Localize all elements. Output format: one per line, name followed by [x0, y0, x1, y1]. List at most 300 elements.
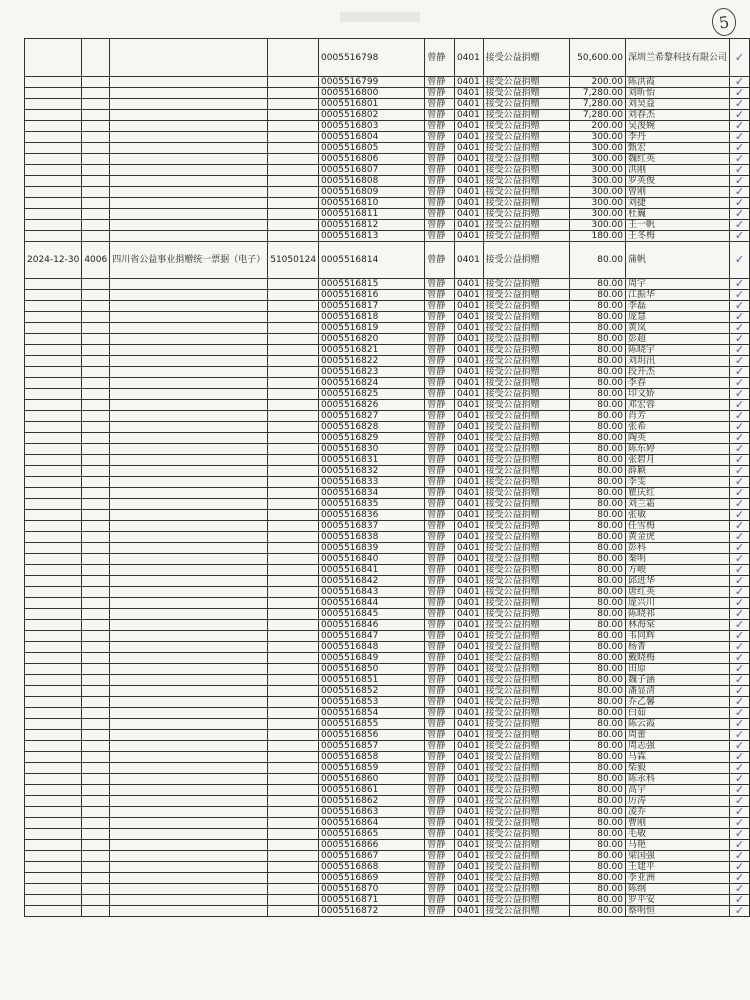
- document-code-cell: [268, 554, 319, 565]
- table-row: [25, 356, 750, 367]
- amount-cell: 80.00: [569, 829, 625, 840]
- receipt-number-cell: 0005516810: [319, 198, 425, 209]
- summary-cell: 接受公益捐赠: [483, 187, 569, 198]
- check-mark-icon: ✓: [730, 719, 750, 730]
- amount-cell: 7,280.00: [569, 99, 625, 110]
- receipt-number-cell: 0005516871: [319, 895, 425, 906]
- date-cell: [25, 708, 82, 719]
- summary-cell: 接受公益捐赠: [483, 840, 569, 851]
- date-cell: [25, 906, 82, 917]
- donor-cell: 秦明: [625, 554, 729, 565]
- table-row: [25, 143, 750, 154]
- summary-cell: 接受公益捐赠: [483, 642, 569, 653]
- date-cell: [25, 543, 82, 554]
- table-row: [25, 367, 750, 378]
- handler-cell: 曾静: [425, 455, 455, 466]
- date-cell: [25, 796, 82, 807]
- document-type-cell: [110, 686, 268, 697]
- summary-cell: 接受公益捐赠: [483, 829, 569, 840]
- date-cell: [25, 231, 82, 242]
- date-cell: [25, 39, 82, 77]
- document-type-cell: [110, 290, 268, 301]
- account-code-cell: 0401: [454, 543, 483, 554]
- account-code-cell: 0401: [454, 132, 483, 143]
- account-code-cell: 0401: [454, 763, 483, 774]
- amount-cell: 80.00: [569, 631, 625, 642]
- summary-cell: 接受公益捐赠: [483, 587, 569, 598]
- table-row: [25, 763, 750, 774]
- document-type-cell: [110, 631, 268, 642]
- document-type-cell: [110, 565, 268, 576]
- handler-cell: 曾静: [425, 840, 455, 851]
- donor-cell: 梁国强: [625, 851, 729, 862]
- date-cell: [25, 290, 82, 301]
- check-mark-icon: ✓: [730, 132, 750, 143]
- code-cell: [82, 620, 110, 631]
- account-code-cell: 0401: [454, 510, 483, 521]
- amount-cell: 80.00: [569, 807, 625, 818]
- code-cell: [82, 422, 110, 433]
- amount-cell: 80.00: [569, 752, 625, 763]
- document-type-cell: [110, 488, 268, 499]
- check-mark-icon: ✓: [730, 543, 750, 554]
- document-code-cell: [268, 598, 319, 609]
- summary-cell: 接受公益捐赠: [483, 796, 569, 807]
- receipt-number-cell: 0005516820: [319, 334, 425, 345]
- check-mark-icon: ✓: [730, 752, 750, 763]
- account-code-cell: 0401: [454, 477, 483, 488]
- code-cell: [82, 378, 110, 389]
- summary-cell: 接受公益捐赠: [483, 209, 569, 220]
- amount-cell: 80.00: [569, 884, 625, 895]
- summary-cell: 接受公益捐赠: [483, 576, 569, 587]
- table-row: [25, 521, 750, 532]
- handler-cell: 曾静: [425, 862, 455, 873]
- code-cell: [82, 785, 110, 796]
- receipt-number-cell: 0005516811: [319, 209, 425, 220]
- code-cell: [82, 543, 110, 554]
- donor-cell: 刘兰霜: [625, 499, 729, 510]
- summary-cell: 接受公益捐赠: [483, 378, 569, 389]
- code-cell: [82, 697, 110, 708]
- amount-cell: 80.00: [569, 774, 625, 785]
- document-code-cell: [268, 521, 319, 532]
- date-cell: [25, 532, 82, 543]
- document-type-cell: [110, 796, 268, 807]
- donor-cell: 曹刚: [625, 818, 729, 829]
- date-cell: [25, 499, 82, 510]
- receipt-number-cell: 0005516863: [319, 807, 425, 818]
- amount-cell: 300.00: [569, 209, 625, 220]
- donor-cell: 张碧月: [625, 455, 729, 466]
- document-code-cell: [268, 477, 319, 488]
- table-row: [25, 209, 750, 220]
- document-type-cell: [110, 609, 268, 620]
- code-cell: [82, 565, 110, 576]
- donor-cell: 凌乔: [625, 807, 729, 818]
- handler-cell: 曾静: [425, 752, 455, 763]
- date-cell: [25, 554, 82, 565]
- document-type-cell: [110, 433, 268, 444]
- donor-cell: 王建平: [625, 862, 729, 873]
- receipt-number-cell: 0005516859: [319, 763, 425, 774]
- table-row: [25, 631, 750, 642]
- account-code-cell: 0401: [454, 499, 483, 510]
- code-cell: [82, 198, 110, 209]
- receipt-number-cell: 0005516828: [319, 422, 425, 433]
- document-type-cell: [110, 121, 268, 132]
- document-type-cell: [110, 807, 268, 818]
- handler-cell: 曾静: [425, 209, 455, 220]
- amount-cell: 80.00: [569, 862, 625, 873]
- summary-cell: 接受公益捐赠: [483, 477, 569, 488]
- check-mark-icon: ✓: [730, 110, 750, 121]
- summary-cell: 接受公益捐赠: [483, 312, 569, 323]
- donor-cell: 邱进华: [625, 576, 729, 587]
- check-mark-icon: ✓: [730, 39, 750, 77]
- handler-cell: 曾静: [425, 565, 455, 576]
- table-row: [25, 609, 750, 620]
- account-code-cell: 0401: [454, 231, 483, 242]
- receipt-number-cell: 0005516833: [319, 477, 425, 488]
- receipt-number-cell: 0005516862: [319, 796, 425, 807]
- donor-cell: 张敏: [625, 510, 729, 521]
- document-code-cell: [268, 532, 319, 543]
- table-row: [25, 290, 750, 301]
- handler-cell: 曾静: [425, 356, 455, 367]
- document-type-cell: [110, 323, 268, 334]
- document-code-cell: [268, 198, 319, 209]
- document-code-cell: [268, 444, 319, 455]
- donor-cell: 黄金虎: [625, 532, 729, 543]
- document-code-cell: [268, 312, 319, 323]
- document-code-cell: [268, 840, 319, 851]
- document-code-cell: [268, 829, 319, 840]
- date-cell: [25, 851, 82, 862]
- amount-cell: 80.00: [569, 576, 625, 587]
- account-code-cell: 0401: [454, 565, 483, 576]
- account-code-cell: 0401: [454, 444, 483, 455]
- check-mark-icon: ✓: [730, 242, 750, 279]
- date-cell: [25, 77, 82, 88]
- account-code-cell: 0401: [454, 209, 483, 220]
- amount-cell: 80.00: [569, 906, 625, 917]
- code-cell: [82, 187, 110, 198]
- document-code-cell: [268, 565, 319, 576]
- account-code-cell: 0401: [454, 521, 483, 532]
- account-code-cell: 0401: [454, 334, 483, 345]
- table-row: [25, 499, 750, 510]
- document-code-cell: [268, 730, 319, 741]
- document-code-cell: [268, 807, 319, 818]
- receipt-number-cell: 0005516836: [319, 510, 425, 521]
- summary-cell: 接受公益捐赠: [483, 220, 569, 231]
- summary-cell: 接受公益捐赠: [483, 521, 569, 532]
- donor-cell: 蒲帆: [625, 242, 729, 279]
- table-row: [25, 752, 750, 763]
- check-mark-icon: ✓: [730, 774, 750, 785]
- date-cell: [25, 279, 82, 290]
- donor-cell: 田原: [625, 664, 729, 675]
- table-row: [25, 785, 750, 796]
- account-code-cell: 0401: [454, 121, 483, 132]
- check-mark-icon: ✓: [730, 862, 750, 873]
- handler-cell: 曾静: [425, 675, 455, 686]
- code-cell: [82, 884, 110, 895]
- date-cell: [25, 840, 82, 851]
- code-cell: [82, 895, 110, 906]
- table-row: [25, 187, 750, 198]
- date-cell: [25, 785, 82, 796]
- summary-cell: 接受公益捐赠: [483, 532, 569, 543]
- document-code-cell: [268, 895, 319, 906]
- table-row: [25, 110, 750, 121]
- date-cell: [25, 642, 82, 653]
- document-type-cell: [110, 840, 268, 851]
- date-cell: [25, 345, 82, 356]
- document-type-cell: [110, 521, 268, 532]
- document-code-cell: [268, 378, 319, 389]
- date-cell: [25, 220, 82, 231]
- document-type-cell: [110, 165, 268, 176]
- amount-cell: 80.00: [569, 664, 625, 675]
- document-code-cell: [268, 719, 319, 730]
- handler-cell: 曾静: [425, 389, 455, 400]
- receipt-number-cell: 0005516818: [319, 312, 425, 323]
- handler-cell: 曾静: [425, 345, 455, 356]
- document-code-cell: [268, 323, 319, 334]
- code-cell: [82, 444, 110, 455]
- handler-cell: 曾静: [425, 620, 455, 631]
- donor-cell: 戴晓梅: [625, 653, 729, 664]
- handler-cell: 曾静: [425, 741, 455, 752]
- summary-cell: 接受公益捐赠: [483, 231, 569, 242]
- handler-cell: 曾静: [425, 176, 455, 187]
- donor-cell: 陈纲: [625, 884, 729, 895]
- summary-cell: 接受公益捐赠: [483, 884, 569, 895]
- check-mark-icon: ✓: [730, 389, 750, 400]
- document-code-cell: [268, 785, 319, 796]
- document-code-cell: [268, 906, 319, 917]
- document-code-cell: [268, 187, 319, 198]
- amount-cell: 80.00: [569, 686, 625, 697]
- document-type-cell: [110, 829, 268, 840]
- donor-cell: 柴毅: [625, 763, 729, 774]
- document-code-cell: [268, 675, 319, 686]
- amount-cell: 300.00: [569, 187, 625, 198]
- receipt-number-cell: 0005516806: [319, 154, 425, 165]
- donor-cell: 周蕾: [625, 730, 729, 741]
- document-type-cell: [110, 763, 268, 774]
- check-mark-icon: ✓: [730, 477, 750, 488]
- document-type-cell: [110, 818, 268, 829]
- document-type-cell: [110, 752, 268, 763]
- amount-cell: 80.00: [569, 873, 625, 884]
- account-code-cell: 0401: [454, 367, 483, 378]
- handler-cell: 曾静: [425, 242, 455, 279]
- code-cell: [82, 88, 110, 99]
- account-code-cell: 0401: [454, 466, 483, 477]
- date-cell: [25, 444, 82, 455]
- handler-cell: 曾静: [425, 510, 455, 521]
- table-row: [25, 774, 750, 785]
- summary-cell: 接受公益捐赠: [483, 895, 569, 906]
- account-code-cell: 0401: [454, 176, 483, 187]
- amount-cell: 80.00: [569, 242, 625, 279]
- handler-cell: 曾静: [425, 143, 455, 154]
- document-type-cell: [110, 554, 268, 565]
- summary-cell: 接受公益捐赠: [483, 774, 569, 785]
- document-type-cell: [110, 620, 268, 631]
- document-type-cell: [110, 88, 268, 99]
- document-type-cell: [110, 873, 268, 884]
- receipt-number-cell: 0005516851: [319, 675, 425, 686]
- summary-cell: 接受公益捐赠: [483, 444, 569, 455]
- handler-cell: 曾静: [425, 198, 455, 209]
- document-code-cell: [268, 466, 319, 477]
- handler-cell: 曾静: [425, 818, 455, 829]
- summary-cell: 接受公益捐赠: [483, 334, 569, 345]
- code-cell: [82, 510, 110, 521]
- receipt-number-cell: 0005516817: [319, 301, 425, 312]
- account-code-cell: 0401: [454, 422, 483, 433]
- account-code-cell: 0401: [454, 39, 483, 77]
- check-mark-icon: ✓: [730, 121, 750, 132]
- check-mark-icon: ✓: [730, 598, 750, 609]
- handler-cell: 曾静: [425, 422, 455, 433]
- receipt-number-cell: 0005516870: [319, 884, 425, 895]
- amount-cell: 80.00: [569, 367, 625, 378]
- summary-cell: 接受公益捐赠: [483, 323, 569, 334]
- check-mark-icon: ✓: [730, 444, 750, 455]
- code-cell: [82, 763, 110, 774]
- code-cell: [82, 312, 110, 323]
- receipt-number-cell: 0005516857: [319, 741, 425, 752]
- receipt-number-cell: 0005516824: [319, 378, 425, 389]
- date-cell: [25, 433, 82, 444]
- date-cell: [25, 143, 82, 154]
- summary-cell: 接受公益捐赠: [483, 708, 569, 719]
- receipt-number-cell: 0005516843: [319, 587, 425, 598]
- document-code-cell: [268, 499, 319, 510]
- donor-cell: 刘玥汛: [625, 356, 729, 367]
- date-cell: [25, 598, 82, 609]
- table-row: [25, 389, 750, 400]
- table-row: [25, 807, 750, 818]
- amount-cell: 80.00: [569, 466, 625, 477]
- table-row: [25, 730, 750, 741]
- donor-cell: 彭科: [625, 543, 729, 554]
- table-row: [25, 884, 750, 895]
- document-code-cell: [268, 279, 319, 290]
- date-cell: [25, 895, 82, 906]
- table-row: [25, 829, 750, 840]
- donor-cell: 肖芳: [625, 411, 729, 422]
- table-row: [25, 99, 750, 110]
- donor-cell: 陈云霞: [625, 719, 729, 730]
- amount-cell: 200.00: [569, 121, 625, 132]
- handler-cell: 曾静: [425, 554, 455, 565]
- code-cell: [82, 499, 110, 510]
- table-row: [25, 796, 750, 807]
- amount-cell: 200.00: [569, 77, 625, 88]
- receipt-number-cell: 0005516837: [319, 521, 425, 532]
- handler-cell: 曾静: [425, 39, 455, 77]
- code-cell: [82, 389, 110, 400]
- table-row: [25, 88, 750, 99]
- handler-cell: 曾静: [425, 708, 455, 719]
- handler-cell: 曾静: [425, 697, 455, 708]
- date-cell: [25, 378, 82, 389]
- document-code-cell: [268, 873, 319, 884]
- account-code-cell: 0401: [454, 719, 483, 730]
- receipt-number-cell: 0005516867: [319, 851, 425, 862]
- document-code-cell: [268, 121, 319, 132]
- scan-smudge: [340, 12, 420, 22]
- code-cell: [82, 587, 110, 598]
- summary-cell: 接受公益捐赠: [483, 807, 569, 818]
- receipt-number-cell: 0005516829: [319, 433, 425, 444]
- date-cell: [25, 132, 82, 143]
- account-code-cell: 0401: [454, 220, 483, 231]
- account-code-cell: 0401: [454, 829, 483, 840]
- date-cell: [25, 334, 82, 345]
- table-row: [25, 686, 750, 697]
- code-cell: [82, 664, 110, 675]
- summary-cell: 接受公益捐赠: [483, 631, 569, 642]
- check-mark-icon: ✓: [730, 88, 750, 99]
- amount-cell: 80.00: [569, 444, 625, 455]
- summary-cell: 接受公益捐赠: [483, 851, 569, 862]
- check-mark-icon: ✓: [730, 99, 750, 110]
- handler-cell: 曾静: [425, 763, 455, 774]
- check-mark-icon: ✓: [730, 807, 750, 818]
- check-mark-icon: ✓: [730, 653, 750, 664]
- table-row: [25, 873, 750, 884]
- handler-cell: 曾静: [425, 499, 455, 510]
- document-code-cell: [268, 367, 319, 378]
- date-cell: [25, 176, 82, 187]
- amount-cell: 80.00: [569, 741, 625, 752]
- summary-cell: 接受公益捐赠: [483, 411, 569, 422]
- date-cell: [25, 389, 82, 400]
- document-code-cell: [268, 334, 319, 345]
- handler-cell: 曾静: [425, 187, 455, 198]
- table-row: [25, 444, 750, 455]
- amount-cell: 80.00: [569, 389, 625, 400]
- summary-cell: 接受公益捐赠: [483, 752, 569, 763]
- receipt-number-cell: 0005516866: [319, 840, 425, 851]
- check-mark-icon: ✓: [730, 165, 750, 176]
- amount-cell: 80.00: [569, 763, 625, 774]
- donor-cell: 庞兴川: [625, 598, 729, 609]
- check-mark-icon: ✓: [730, 730, 750, 741]
- document-code-cell: [268, 631, 319, 642]
- date-cell: [25, 367, 82, 378]
- account-code-cell: 0401: [454, 77, 483, 88]
- account-code-cell: 0401: [454, 554, 483, 565]
- receipt-number-cell: 0005516799: [319, 77, 425, 88]
- amount-cell: 80.00: [569, 345, 625, 356]
- table-row: [25, 708, 750, 719]
- code-cell: [82, 301, 110, 312]
- document-code-cell: [268, 488, 319, 499]
- summary-cell: 接受公益捐赠: [483, 356, 569, 367]
- code-cell: [82, 862, 110, 873]
- handler-cell: 曾静: [425, 730, 455, 741]
- date-cell: [25, 455, 82, 466]
- handler-cell: 曾静: [425, 165, 455, 176]
